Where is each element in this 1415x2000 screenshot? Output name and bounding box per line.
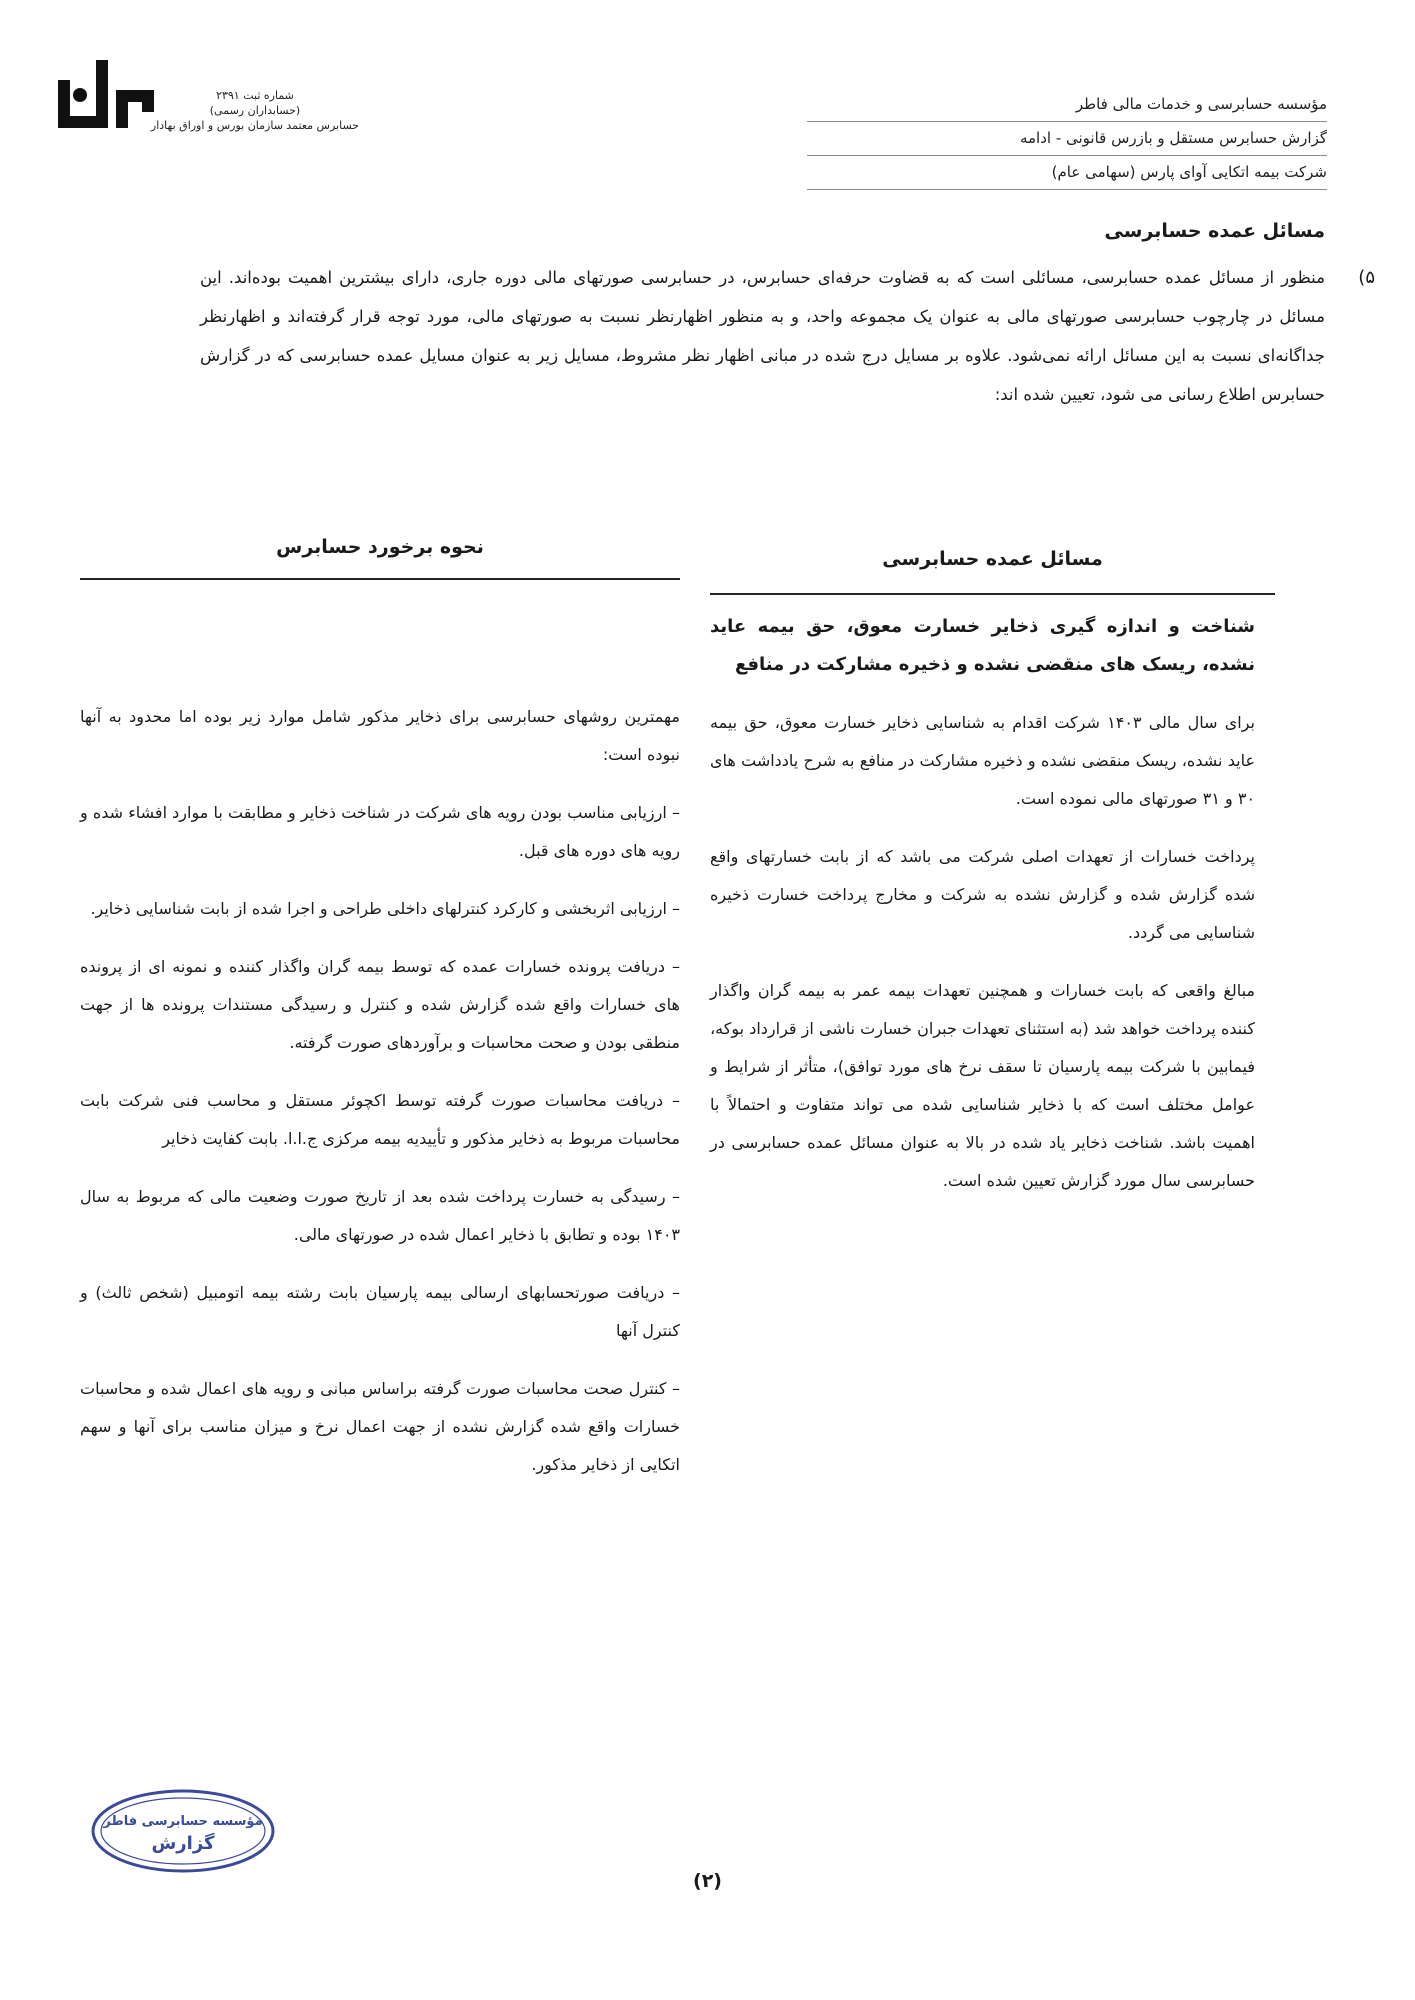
response-item: – دریافت صورتحسابهای ارسالی بیمه پارسیان بابت رشته بیمه اتومبیل (شخص ثالث) و کنترل آنها — [80, 1283, 680, 1340]
registration-line2: (حسابداران رسمی) — [209, 104, 301, 117]
response-item: – رسیدگی به خسارت پرداخت شده بعد از تاریخ صورت وضعیت مالی که مربوط به سال ۱۴۰۳ بوده و تطابق با ذخایر اعمال شده در صورتهای مالی. — [80, 1187, 680, 1244]
registration-info — [150, 88, 360, 133]
auditor-response-column — [80, 698, 680, 1504]
firm-stamp — [88, 1787, 278, 1875]
response-item: – دریافت محاسبات صورت گرفته توسط اکچوئر مستقل و محاسب فنی شرکت بابت محاسبات مربوط به ذخایر مذکور و تأییدیه بیمه مرکزی ج.ا.ا. بابت کفایت ذخایر — [80, 1091, 680, 1148]
company-name: شرکت بیمه اتکایی آوای پارس (سهامی عام) — [807, 156, 1327, 190]
stamp-line2: گزارش — [151, 1833, 215, 1854]
page-number: (۲) — [693, 1870, 722, 1892]
paragraph-number: ۵) — [1358, 267, 1375, 288]
key-matter-paragraph: مبالغ واقعی که بابت خسارات و همچنین تعهدات بیمه عمر به بیمه گران واگذار کننده پرداخت خواهد شد (به استثنای تعهدات جبران خسارت ناشی از قرارداد بوکه، فیمابین با شرکت بیمه پارسیان تا سقف نرخ های مورد توافق)، متأثر از شرایط و عوامل مختلف است که با ذخایر شناسایی شده می تواند متفاوت و احتمالاً با اهمیت باشد. شناخت ذخایر یاد شده در بالا به عنوان مسائل عمده حسابرسی در حسابرسی سال مورد گزارش تعیین شده است. — [710, 981, 1255, 1190]
registration-number: شماره ثبت ۲۳۹۱ — [216, 89, 294, 102]
key-matter-column — [710, 608, 1255, 1220]
stamp-line1: مؤسسه حسابرسی فاطر — [103, 1814, 263, 1829]
report-title: گزارش حسابرس مستقل و بازرس قانونی - ادامه — [807, 122, 1327, 156]
registration-line3: حسابرس معتمد سازمان بورس و اوراق بهادار — [150, 119, 360, 132]
matters-column-header: مسائل عمده حسابرسی — [882, 548, 1103, 570]
section-title: مسائل عمده حسابرسی — [1104, 220, 1325, 242]
key-matter-paragraph: پرداخت خسارات از تعهدات اصلی شرکت می باشد که از بابت خسارتهای واقع شده گزارش شده و گزارش نشده به شرکت و مخارج پرداخت خسارت ذخیره شناسایی می گردد. — [710, 847, 1255, 942]
firm-logo — [50, 50, 160, 140]
firm-name: مؤسسه حسابرسی و خدمات مالی فاطر — [807, 88, 1327, 122]
response-item: – ارزیابی اثربخشی و کارکرد کنترلهای داخلی طراحی و اجرا شده از بابت شناسایی ذخایر. — [90, 899, 680, 918]
intro-paragraph — [200, 258, 1375, 414]
response-intro: مهمترین روشهای حسابرسی برای ذخایر مذکور شامل موارد زیر بوده اما محدود به آنها نبوده است: — [80, 707, 680, 764]
response-column-header: نحوه برخورد حسابرس — [276, 536, 484, 558]
response-header-rule — [80, 578, 680, 580]
firm-header — [807, 88, 1327, 190]
key-matter-title: شناخت و اندازه گیری ذخایر خسارت معوق، حق بیمه عاید نشده، ریسک های منقضی نشده و ذخیره مشارکت در منافع — [710, 616, 1255, 675]
key-matter-paragraph: برای سال مالی ۱۴۰۳ شرکت اقدام به شناسایی ذخایر خسارت معوق، حق بیمه عاید نشده، ریسک منقضی نشده و ذخیره مشارکت در منافع به شرح یادداشت های ۳۰ و ۳۱ صورتهای مالی نموده است. — [710, 713, 1255, 808]
response-item: – ارزیابی مناسب بودن رویه های شرکت در شناخت ذخایر و مطابقت با موارد افشاء شده و رویه های دوره های قبل. — [80, 803, 680, 860]
response-item: – دریافت پرونده خسارات عمده که توسط بیمه گران واگذار کننده و نمونه ای از پرونده های خسارات واقع شده گزارش شده و کنترل و رسیدگی مستندات پرونده ها از جهت منطقی بودن و صحت محاسبات و برآوردهای صورت گرفته. — [80, 957, 680, 1052]
response-item: – کنترل صحت محاسبات صورت گرفته براساس مبانی و رویه های اعمال شده و محاسبات خسارات واقع شده گزارش نشده از جهت اعمال نرخ و میزان مناسب برای آنها و سهم اتکایی از ذخایر مذکور. — [80, 1379, 680, 1474]
matters-header-rule — [710, 593, 1275, 595]
intro-text: منظور از مسائل عمده حسابرسی، مسائلی است که به قضاوت حرفه‌ای حسابرس، در حسابرسی صورتهای مالی دوره جاری، دارای بیشترین اهمیت بوده‌اند. این مسائل در چارچوب حسابرسی صورتهای مالی به عنوان یک مجموعه واحد، و به منظور اظهارنظر نسبت به صورتهای مالی، مورد توجه قرار گرفته‌اند و اظهارنظر جداگانه‌ای نسبت به این مسائل ارائه نمی‌شود. علاوه بر مسایل درج شده در مبانی اظهار نظر مشروط، مسایل زیر به عنوان مسایل عمده حسابرسی که در گزارش حسابرس اطلاع رسانی می شود، تعیین شده اند: — [200, 268, 1325, 404]
